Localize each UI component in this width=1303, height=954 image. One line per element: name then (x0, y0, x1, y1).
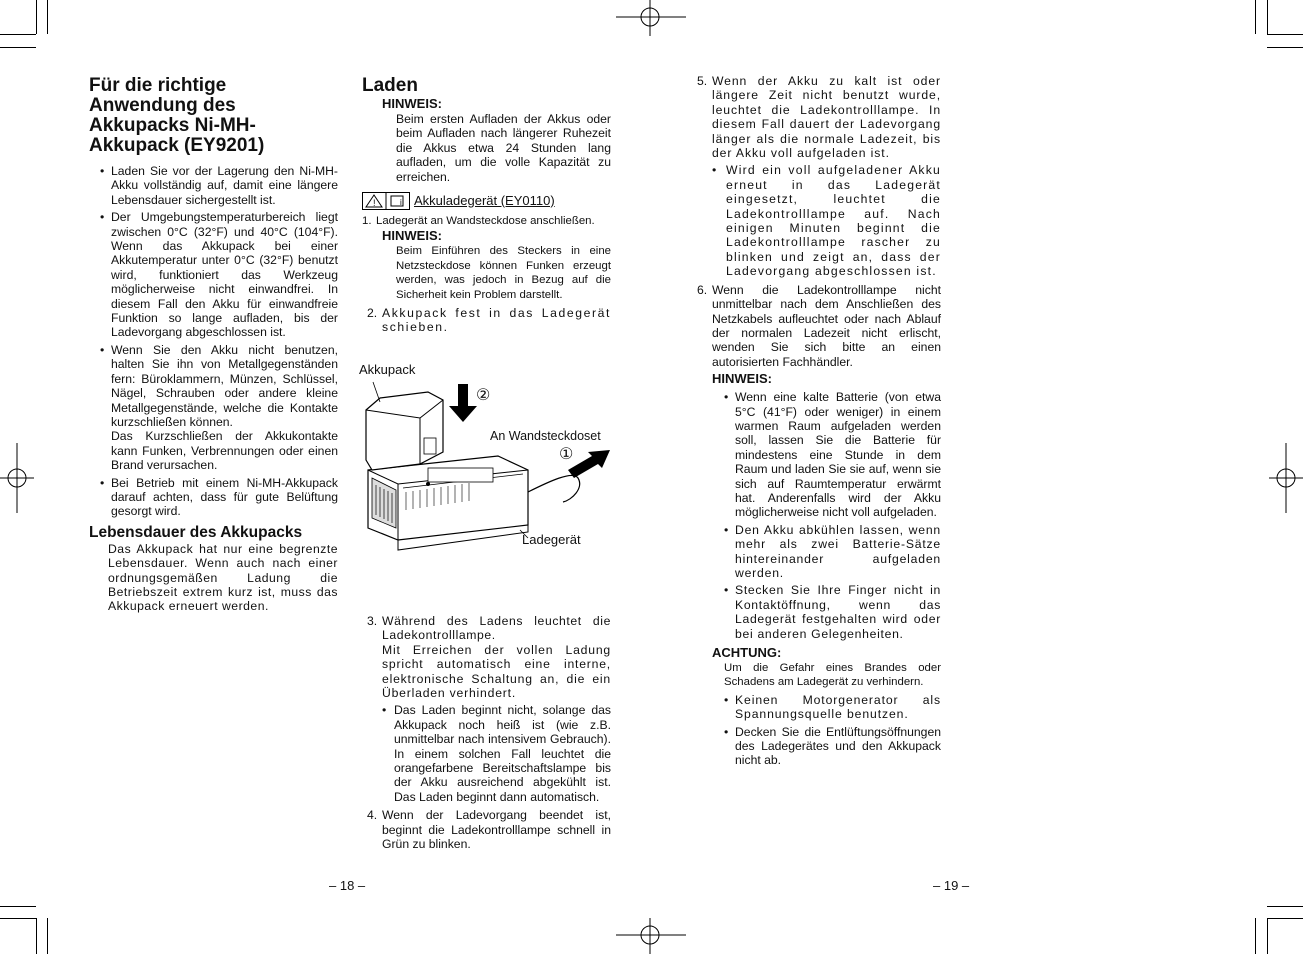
step-2: 2. Akkupack fest in das Ladegerät schieben. (367, 306, 611, 335)
note-label-1: HINWEIS: (382, 96, 442, 111)
fig-label-charger: Ladegerät (522, 532, 581, 547)
right-column (697, 74, 941, 768)
charger-figure (358, 360, 613, 570)
heading-charging: Laden (362, 75, 418, 96)
heading-battery-use: Für die richtige Anwendung des Akkupacks Ni-MH-Akkupack (EY9201) (89, 75, 265, 156)
step-3: 3. Während des Ladens leuchtet die Ladekontrolllampe. Mit Erreichen der vollen Ladung spricht automatisch eine interne, elektronische Schaltung an, die ein Überladen verhindert. • Das Laden beginnt nicht, solange das Akkupack noch heiß ist (wie z.B. unmittelbar nach intensivem Gebrauch). In einem solchen Fall leuchtet die orangefarbene Bereitschaftslampe bis der Akku ausreichend abgekühlt ist. Das Laden beginnt dann automatisch. (362, 614, 611, 804)
left-column (89, 76, 338, 614)
step-5: 5. Wenn der Akku zu kalt ist oder längere Zeit nicht benutzt wurde, leuchtet die Ladekontrolllampe. In diesem Fall dauert der Ladevorgang länger als die normale Ladezeit, bis der Akku voll aufgeladen ist. • Wird ein voll aufgeladener Akku erneut in das Ladegerät eingesetzt, leuchtet die Ladekontrolllampe auf. Nach einigen Minuten beginnt die Ladekontrolllampe rascher zu blinken und zeigt an, dass der Ladevorgang abgeschlossen ist. (697, 74, 941, 279)
bullet-storage: • Laden Sie vor der Lagerung den Ni-MH-Akku vollständig auf, damit eine längere Lebensdauer sichergestellt ist. (100, 164, 338, 207)
step-1: 1. Ladegerät an Wandsteckdose anschließen. (362, 215, 595, 228)
middle-column (362, 76, 611, 335)
charger-model-label: Akkuladegerät (EY0110) (414, 192, 555, 208)
step-4: 4. Wenn der Ladevorgang beendet ist, beginnt die Ladekontrolllampe schnell in Grün zu blinken. (367, 808, 611, 852)
note-text-2: Beim Einführen des Steckers in eine Netzsteckdose können Funken erzeugt werden, was jedoch in Bezug auf die Sicherheit kein Problem darstellt. (396, 245, 611, 301)
registration-mark-bottom (616, 918, 686, 954)
battery-life-text: Das Akkupack hat nur eine begrenzte Lebensdauer. Wenn auch nach einer ordnungsgemäßen Ladung die Betriebszeit extrem kurz ist, muss das Akkupack erneuert werden. (108, 541, 338, 614)
svg-text:!: ! (373, 198, 376, 209)
bullet-ventilation: • Bei Betrieb mit einem Ni-MH-Akkupack darauf achten, dass für gute Belüftung gesorgt wird. (100, 476, 338, 519)
step-5-bullet: • Wird ein voll aufgeladener Akku erneut in das Ladegerät eingesetzt, leuchtet die Ladekontrolllampe auf. Nach einigen Minuten beginnt die Ladekontrolllampe rascher zu blinken und zeigt an, dass der Ladevorgang abgeschlossen ist. (712, 163, 941, 278)
caution-label: ACHTUNG: (712, 645, 782, 661)
step-4-text: Wenn der Ladevorgang beendet ist, beginnt die Ladekontrolllampe schnell in Grün zu blinken. (382, 808, 611, 852)
registration-mark-top (616, 0, 686, 36)
note-label-right: HINWEIS: (712, 371, 772, 387)
fig-circled-2: ② (476, 387, 491, 404)
page-number-left: – 18 – (329, 878, 366, 893)
svg-text:i: i (400, 198, 402, 208)
bullet-metal-text: Wenn Sie den Akku nicht benutzen, halten Sie ihn von Metallgegenständen fern: Büroklammern, Münzen, Schlüssel, Nägel, Schrauben oder andere kleine Metallgegenstände, welche die Kontakte kurzschließen können. (111, 342, 338, 429)
bullet-metal (100, 343, 338, 473)
registration-mark-left (0, 443, 34, 513)
step-5-text: Wenn der Akku zu kalt ist oder längere Zeit nicht benutzt wurde, leuchtet die Ladekontrolllampe. In diesem Fall dauert der Ladevorgang länger als die normale Ladezeit, bis der Akku voll aufgeladen ist. (712, 74, 941, 161)
note-bullet-fingers: • Stecken Sie Ihre Finger nicht in Kontaktöffnung, wenn das Ladegerät festgehalten wird oder bei anderen Gelegenheiten. (724, 583, 941, 641)
bullet-metal-extra: Das Kurzschließen der Akkukontakte kann Funken, Verbrennungen oder einen Brand verursachen. (111, 429, 338, 473)
step-3-text: Während des Ladens leuchtet die Ladekontrolllampe. (382, 614, 611, 643)
step-2-text: Akkupack fest in das Ladegerät schieben. (382, 306, 611, 335)
fig-label-akkupack: Akkupack (359, 362, 416, 377)
note-text-1: Beim ersten Aufladen der Akkus oder beim Aufladen nach längerer Ruhezeit die Akkus etwa 24 Stunden lang aufladen, um die volle Kapazität zu erreichen. (396, 112, 611, 184)
registration-mark-right (1269, 443, 1303, 513)
step-6: 6. Wenn die Ladekontrolllampe nicht unmittelbar nach dem Anschließen des Netzkabels aufleuchtet oder nach Ablauf der normalen Ladezeit nicht erlischt, wenden Sie sich bitte an einen autorisierten Fachhändler. (697, 282, 941, 369)
bullet-temperature: • Der Umgebungstemperaturbereich liegt zwischen 0°C (32°F) und 40°C (104°F). Wenn das Akkupack bei einer Akkutemperatur unter 0°C (32°F) benutzt wird, funktioniert das Werkzeug möglicherweise nicht einwandfrei. In diesem Fall den Akku für einwandfreie Funktion so lange aufladen, bis der Ladevorgang abgeschlossen ist. (100, 210, 338, 340)
caution-bullet-generator: • Keinen Motorgenerator als Spannungsquelle benutzen. (724, 693, 941, 722)
middle-column-lower (362, 610, 611, 852)
step-3-text-b: Mit Erreichen der vollen Ladung spricht automatisch eine interne, elektronische Schaltung an, die ein Überladen verhindert. (382, 642, 611, 701)
step-6-text: Wenn die Ladekontrolllampe nicht unmittelbar nach dem Anschließen des Netzkabels aufleuchtet oder nach Ablauf der normalen Ladezeit nicht erlischt, wenden Sie sich bitte an einen autorisierten Fachhändler. (712, 282, 941, 369)
fig-circled-1: ① (559, 446, 574, 463)
warning-manual-icon (362, 192, 410, 210)
step-3-bullet: • Das Laden beginnt nicht, solange das Akkupack noch heiß ist (wie z.B. unmittelbar nach intensivem Gebrauch). In einem solchen Fall leuchtet die orangefarbene Bereitschaftslampe bis der Akku ausreichend abgekühlt ist. Das Laden beginnt dann automatisch. (382, 703, 611, 804)
step-1-text: Ladegerät an Wandsteckdose anschließen. (376, 215, 595, 228)
heading-battery-life: Lebensdauer des Akkupacks (89, 523, 303, 541)
caution-text: Um die Gefahr eines Brandes oder Schadens am Ladegerät zu verhindern. (724, 662, 941, 689)
caution-bullet-vents: • Decken Sie die Entlüftungsöffnungen des Ladegerätes und den Akkupack nicht ab. (724, 725, 941, 768)
fig-label-outlet: An Wandsteckdoset (490, 429, 601, 443)
charger-model-row (362, 192, 611, 210)
note-label-2: HINWEIS: (382, 228, 442, 244)
note-bullet-cool: • Den Akku abkühlen lassen, wenn mehr als zwei Batterie-Sätze hintereinander aufgeladen werden. (724, 523, 941, 581)
page-number-right: – 19 – (933, 878, 970, 893)
note-bullet-cold: • Wenn eine kalte Batterie (von etwa 5°C (41°F) oder weniger) in einem warmen Raum aufgeladen werden soll, lassen Sie die Batterie für mindestens eine Stunde in dem Raum und laden Sie sie auf, wenn sie sich auf Raumtemperatur erwärmt hat. Anderenfalls wird der Akku möglicherweise nicht voll aufgeladen. (724, 390, 941, 520)
